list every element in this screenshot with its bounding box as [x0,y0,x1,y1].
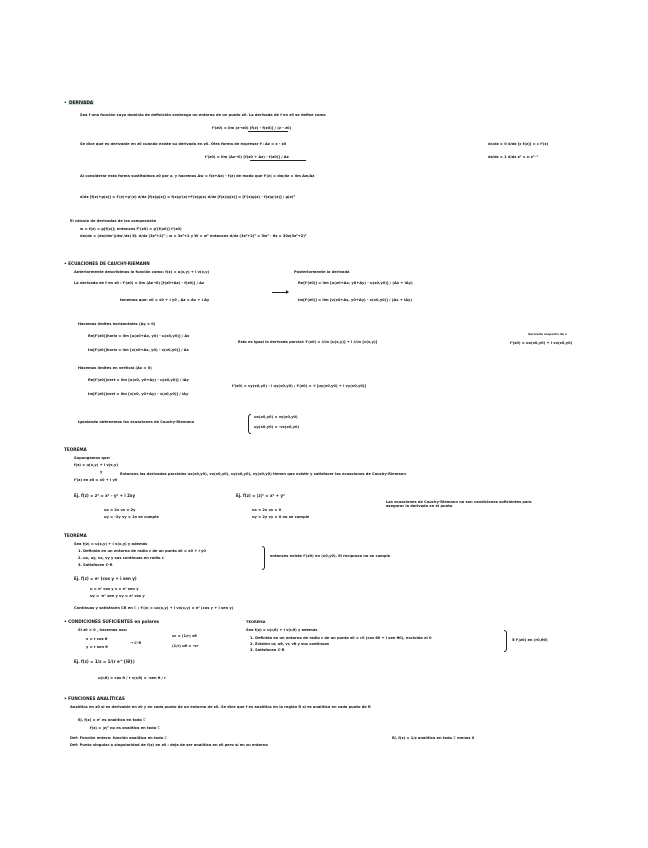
teorema-example: ux = 2x vx = 2y [104,508,136,512]
cauchy-line: Hacemos límites en vertical (Δx = 0) [78,366,152,370]
cauchy-line: Re[f'(z0)] = lim [u(x0+Δx, y0+Δy) - u(x0,y0)] / (Δx + iΔy) [298,281,413,285]
section-title-teorema: TEOREMA [64,533,87,538]
teorema-example: Ej. f(z) = z² = x² - y² + i 2xy [74,493,136,498]
polares-teorema: 3. Satisfacen C-R [250,648,285,652]
teorema-example: uy = -2y vy = 2x se cumple [104,515,159,519]
polares-teorema: 2. Existen ur, uθ, vr, vθ y sus continuas [250,642,330,646]
teorema-example: Ej. f(z) = eˣ (cos y + i sen y) [74,576,137,581]
teorema-line: f'(z) en z0 = x0 + i y0 [74,478,118,482]
fraction-bar [248,131,288,132]
analiticas-line: Analítica en z0 si es derivable en z0 y en cada punto de un entorno de z0. Se dice que f es analítica en la región R si es analítica en cada punto de R [70,705,371,709]
teorema-line: f(z) = u(x,y) + i v(x,y) [74,463,118,467]
teorema-note: Las ecuaciones de Cauchy-Riemann no son condiciones suficientes para asegurar la derivada en el punto [386,500,532,509]
cauchy-line: Anteriormente describimos la función como: f(z) = u(x,y) + i v(x,y) [74,270,210,274]
teorema-line: entonces existe f'(z0) en (x0,y0). El recíproco no se cumple [270,554,391,558]
section-title-derivada: • DERIVADA [64,100,94,105]
cauchy-line: Im[f'(z0)] = lim [v(x0+Δx, y0+Δy) - v(x0,y0)] / (Δx + iΔy) [298,298,413,302]
brace-icon [504,630,507,652]
section-title-cauchy: • ECUACIONES DE CAUCHY-RIEMANN [64,261,150,266]
cauchy-note: derivada respecto de x [528,332,567,336]
cauchy-line: tenemos que: z0 = x0 + i y0 , Δz = Δx + i Δy [120,298,210,302]
brace-icon [248,414,251,434]
derivada-formula: f'(z0) = lim (Δz→0) [f(z0 + Δz) - f(z0)] / Δz [205,155,289,159]
polares-example: Ej. f(z) = 1/z = 1/(r e^{iθ}) [74,659,135,664]
cauchy-line: Igualando obtenemos las ecuaciones de Cauchy-Riemann [78,420,195,424]
cauchy-line: Posteriormente la derivada [294,270,350,274]
derivada-line: w = f(z) = g[f(z)]; entonces F'(z0) = g'[f(z0)] f'(z0) [80,227,182,231]
polares-line: → C-R [130,641,142,645]
teorema-example: uy = -eˣ sen y vy = eˣ cos y [90,594,145,598]
cauchy-line: Im[f'(z0)]vert = lim [v(x0, y0+Δy) - v(x0,y0)] / iΔy [88,392,189,396]
cauchy-eq: ux(x0,y0) = vy(x0,y0) [254,415,298,419]
polares-example: u(r,θ) = cos θ / r v(r,θ) = -sen θ / r [98,676,166,680]
polares-line: x = r cos θ [86,637,108,641]
analiticas-line: Def: Punto singular o singularidad de f(z) en z0 : deja de ser analítica en z0 pero sí en su entorno [70,743,268,747]
derivada-line: Se dice que es derivable en z0 cuando existe su derivada en z0. Otra forma de expresar f': Δz = z - z0 [80,142,287,146]
section-title-teorema: TEOREMA [64,447,87,452]
section-title-polares: • CONDICIONES SUFICIENTES en polares [64,619,160,624]
arrow-icon [272,292,288,293]
derivada-line: El cálculo de derivadas de las composición [70,219,157,223]
cauchy-line: Hacemos límites horizontales (Δy = 0) [78,322,156,326]
teorema-line: 3. Satisfacen C-R [78,563,113,567]
polares-line: (1/r) uθ = -vr [172,644,199,648]
polares-teorema: Sea f(z) = u(r,θ) + i v(r,θ) y además [246,628,318,632]
cauchy-eq: uy(x0,y0) = -vx(x0,y0) [254,425,300,429]
derivada-side: dc/dz = 0 d/dz [c f(z)] = c f'(z) [488,142,549,146]
derivada-line: Sea f una función cuyo dominio de definición contenga un entorno de un punto z0. La derivada de f en z0 se define como [80,113,326,117]
teorema-line: Sea f(z) = u(x,y) + i v(x,y) y además [74,542,148,546]
analiticas-line: f(z) = |z|² no es analítica en todo ℂ [90,726,161,730]
brace-icon [262,546,265,570]
teorema-line: Entonces las derivadas parciales ux(x0,y0), vx(x0,y0), uy(x0,y0), vy(x0,y0) tienen que existir y satisfacer las ecuaciones de Cauchy-Riemann [120,472,406,476]
teorema-example: Ej. f(z) = |z|² = x² + y² [236,493,285,498]
teorema-example: u = eˣ cos y v = eˣ sen y [90,587,139,591]
polares-teorema: ∃ f'(z0) en (r0,θ0) [512,638,548,642]
section-title-analiticas: • FUNCIONES ANALÍTICAS [64,696,125,701]
polares-teorema-title: TEOREMA [246,620,266,624]
analiticas-line: Ej. f(z) = 1/z analítica en todo ℂ menos 0 [392,736,475,740]
teorema-example: ux = 2x vx = 0 [252,508,282,512]
cauchy-line: Esto es igual la derivada parcial: f'(z0) = ∂/∂x [u(x,y)] + i ∂/∂x [v(x,y)] [238,340,378,344]
derivada-line: Al considerar esta forma sustituimos z0 por z, y hacemos Δw = f(z+Δz) - f(z) de modo que f'(z) = dw/dz = lim Δw/Δz [80,174,315,178]
polares-teorema: 1. Definida en un entorno de radio ε de un punto z0 = r0 (cos θ0 + i sen θ0), excluido el 0 [250,636,432,640]
teorema-line: 2. ux, uy, vx, vy y sus continuas en radio ε [78,556,164,560]
teorema-line: y [100,470,103,474]
derivada-line: dw/dz = (dw/dw')(dw'/dz) Ej. d/dz (3z²+2)⁵ ; w = 3z²+2 y W = w⁵ entonces d/dz (3z²+2)⁵ = 5w⁴ · 6z = 30z(3z²+2)⁴ [80,234,307,238]
teorema-line: Supongamos que: [74,456,111,460]
polares-line: y = r sen θ [86,645,108,649]
cauchy-line: Re[f'(z0)]vert = lim [u(x0, y0+Δy) - u(x0,y0)] / iΔy [88,378,189,382]
derivada-formula: f'(z0) = lim (z→z0) [f(z) - f(z0)] / (z - z0) [212,126,292,130]
derivada-rules: d/dz [f(z)+g(z)] = f'(z)+g'(z) d/dz [f(z)g(z)] = f(z)g'(z)+f'(z)g(z) d/dz [f(z)/g(z)] = [f'(z)g(z) - f(z)g'(z)] / g(z)² [80,195,295,199]
cauchy-line: Im[f'(z0)]horiz = lim [v(x0+Δx, y0) - v(x0,y0)] / Δx [88,348,189,352]
cauchy-line: Re[f'(z0)]horiz = lim [u(x0+Δx, y0) - u(x0,y0)] / Δx [88,334,190,338]
fraction-bar [250,160,306,161]
derivada-side: dz/dz = 1 d/dz zⁿ = n zⁿ⁻¹ [488,155,538,159]
polares-line: Si z0 ≠ 0 , hacemos uso: [78,628,128,632]
teorema-example: uy = 2y vy = 0 no se cumple [252,515,310,519]
cauchy-line: La derivada de f en z0 : f'(z0) = lim (Δz→0) [f(z0+Δz) - f(z0)] / Δz [74,281,205,285]
analiticas-line: Ej. f(z) = eᶻ es analítica en todo ℂ [78,718,146,722]
cauchy-line: f'(z0) = vy(x0,y0) - i uy(x0,y0) ; f'(z0) = -i [uy(x0,y0) + i vy(x0,y0)] [232,384,367,388]
cauchy-result: f'(z0) = ux(x0,y0) + i vx(x0,y0) [510,341,573,345]
teorema-example: Continuas y satisfacen CR en ℂ ; f'(z) = ux(x,y) + i vx(x,y) = eˣ (cos y + i sen y) [74,606,234,610]
polares-line: ur = (1/r) vθ [172,634,197,638]
analiticas-line: Def: Función entera: función analítica en todo ℂ [70,736,168,740]
teorema-line: 1. Definida en un entorno de radio ε de un punto z0 = x0 + i y0 [78,549,206,553]
